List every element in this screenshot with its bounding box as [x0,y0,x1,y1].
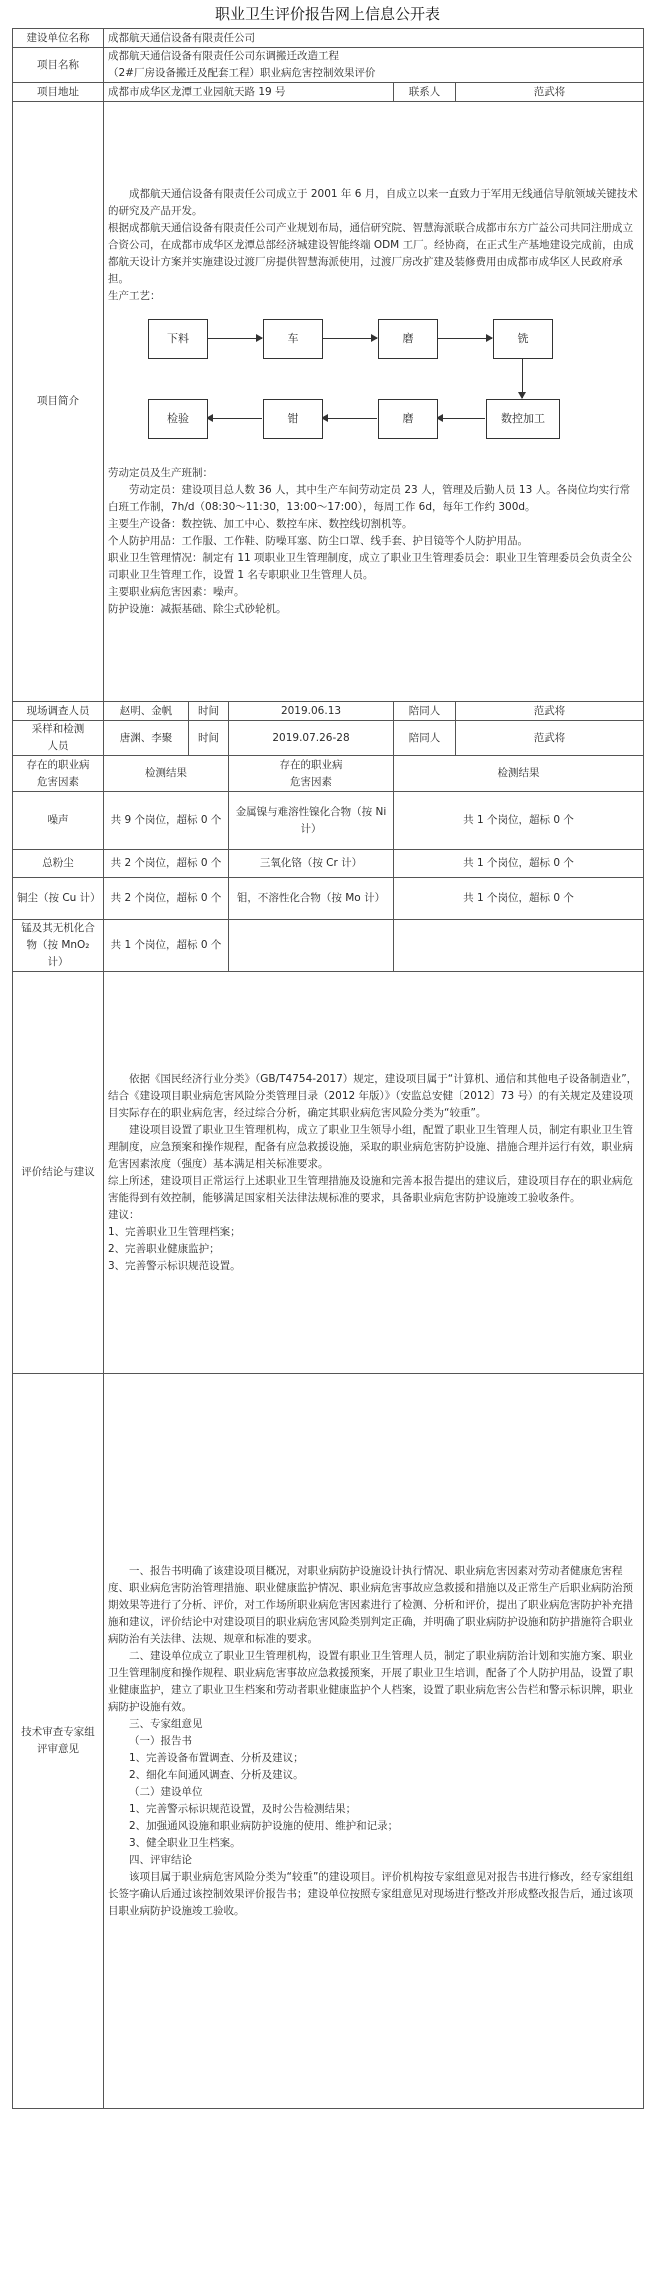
row-survey [13,702,644,721]
row-sampling [13,721,644,756]
survey-accompany: 范武将 [456,702,644,721]
result-col-header: 检测结果 [104,756,229,792]
flow-step: 检验 [148,399,208,439]
hazard-factor: 钼，不溶性化合物（按 Mo 计） [229,878,394,920]
evaluation-paragraph: 综上所述，建设项目正常运行上述职业卫生管理措施及设施和完善本报告提出的建议后，建设项目存在的职业病危害能得到有效控制，能够满足国家相关法律法规标准的要求，具备职业病危害防护设施竣工验收条件。 [108,1174,633,1204]
unit-value: 成都航天通信设备有限责任公司 [104,29,644,48]
flow-step: 钳 [263,399,323,439]
hazard-factor: 三氧化铬（按 Cr 计） [229,850,394,878]
process-flow-diagram [108,309,639,459]
staff-text: 劳动定员：建设项目总人数 36 人，其中生产车间劳动定员 23 人，管理及后勤人员 13 人。各岗位均实行常白班工作制，7h/d（08:30～11:30，13:00～17:00），每周工作 6d，每年工作约 300d。 [108,483,631,513]
evaluation-body [104,972,644,1374]
flow-arrow [207,338,262,339]
sampling-accompany-label: 陪同人 [394,721,456,756]
expert-item: 2、细化车间通风调查、分析及建议。 [129,1768,304,1781]
project-value: 成都航天通信设备有限责任公司东调搬迁改造工程 （2#厂房设备搬迁及配套工程）职业病危害控制效果评价 [104,48,644,83]
disclosure-table [12,28,644,2109]
flow-arrow [437,338,492,339]
flow-step: 数控加工 [486,399,560,439]
flow-step: 磨 [378,319,438,359]
equipment-text: 主要生产设备：数控铣、加工中心、数控车床、数控线切割机等。 [108,517,413,530]
sampling-accompany: 范武将 [456,721,644,756]
survey-time-label: 时间 [189,702,229,721]
flow-arrow [437,418,485,419]
advice-item: 1、完善职业卫生管理档案； [108,1225,241,1238]
project-label: 项目名称 [13,48,104,83]
hazard-factor: 金属镍与难溶性镍化合物（按 Ni 计） [229,792,394,850]
flow-arrow [322,338,377,339]
flow-arrow [522,358,523,398]
advice-item: 2、完善职业健康监护； [108,1242,220,1255]
row-project [13,48,644,83]
intro-label: 项目简介 [13,102,104,702]
expert-paragraph: 该项目属于职业病危害风险分类为“较重”的建设项目。评价机构按专家组意见对报告书进行修改，经专家组组长签字确认后通过该控制效果评价报告书；建设单位按照专家组意见对现场进行整改并形成整改报告后，通过该项目职业病防护设施竣工验收。 [108,1870,634,1917]
flow-arrow [207,418,262,419]
expert-label: 技术审查专家组评审意见 [13,1374,104,2109]
protection-text: 防护设施：减振基础、除尘式砂轮机。 [108,602,287,615]
intro-body [104,102,644,702]
result-col-header: 检测结果 [394,756,644,792]
hazard-row [13,920,644,972]
sampling-label: 采样和检测 人员 [13,721,104,756]
hazard-result: 共 1 个岗位，超标 0 个 [394,792,644,850]
survey-accompany-label: 陪同人 [394,702,456,721]
hazard-row [13,878,644,920]
address-label: 项目地址 [13,83,104,102]
expert-subheading: （二）建设单位 [129,1785,203,1798]
advice-label: 建议： [108,1208,140,1221]
expert-heading: 三、专家组意见 [129,1717,203,1730]
hazard-factor: 噪声 [13,792,104,850]
hazard-factor [229,920,394,972]
hazard-result: 共 1 个岗位，超标 0 个 [104,920,229,972]
expert-item: 2、加强通风设施和职业病防护设施的使用、维护和记录； [129,1819,399,1832]
hazard-factor: 铜尘（按 Cu 计） [13,878,104,920]
row-unit [13,29,644,48]
expert-heading: 四、评审结论 [129,1853,192,1866]
evaluation-paragraph: 建设项目设置了职业卫生管理机构，成立了职业卫生领导小组，配置了职业卫生管理人员，制定有职业卫生管理制度，应急预案和操作规程，配备有应急救援设施，采取的职业病危害防护设施、措施合理并运行有效，职业病危害因素浓度（强度）基本满足相关标准要求。 [108,1123,633,1170]
hazards-text: 主要职业病危害因素：噪声。 [108,585,245,598]
row-address [13,83,644,102]
expert-item: 3、健全职业卫生档案。 [129,1836,241,1849]
hazard-col-header: 存在的职业病 危害因素 [229,756,394,792]
expert-paragraph: 一、报告书明确了该建设项目概况，对职业病防护设施设计执行情况、职业病危害因素对劳动者健康危害程度、职业病危害防治管理措施、职业健康监护情况、职业病危害事故应急救援和措施以及正常生产后职业病防治预期效果等进行了分析、评价，对工作场所职业病危害因素进行了检测、分析和评价，提出了职业病危害防护补充措施和建议，评价结论中对建设项目的职业病危害风险类别判定正确，并明确了职业病防护设施和防护措施符合职业病防治有关法律、法规、规章和标准的要求。 [108,1564,633,1645]
management-text: 职业卫生管理情况：制定有 11 项职业卫生管理制度，成立了职业卫生管理委员会：职业卫生管理委员会负责全公司职业卫生管理工作，设置 1 名专职职业卫生管理人员。 [108,551,633,581]
sampling-time-label: 时间 [189,721,229,756]
contact-value: 范武将 [456,83,644,102]
survey-people: 赵明、金帆 [104,702,189,721]
evaluation-paragraph: 依据《国民经济行业分类》（GB/T4754-2017）规定，建设项目属于“计算机、通信和其他电子设备制造业”，结合《建设项目职业病危害风险分类管理目录（2012 年版）》（安监总安健〔2012〕73 号）的有关规定及建设项目实际存在的职业病危害，经过综合分析，确定其职业病危害风险分类为“较重”。 [108,1072,638,1119]
survey-label: 现场调查人员 [13,702,104,721]
ppe-text: 个人防护用品：工作服、工作鞋、防噪耳塞、防尘口罩、线手套、护目镜等个人防护用品。 [108,534,528,547]
hazard-col-header: 存在的职业病 危害因素 [13,756,104,792]
hazard-result: 共 1 个岗位，超标 0 个 [394,850,644,878]
hazard-row [13,850,644,878]
hazard-header-row [13,756,644,792]
address-value: 成都市成华区龙潭工业园航天路 19 号 [104,83,394,102]
advice-item: 3、完善警示标识规范设置。 [108,1259,241,1272]
unit-label: 建设单位名称 [13,29,104,48]
survey-time: 2019.06.13 [229,702,394,721]
flow-step: 车 [263,319,323,359]
page-title: 职业卫生评价报告网上信息公开表 [214,5,440,23]
flow-step: 磨 [378,399,438,439]
row-expert [13,1374,644,2109]
row-intro [13,102,644,702]
hazard-factor: 锰及其无机化合物（按 MnO₂ 计） [13,920,104,972]
process-label: 生产工艺： [108,289,161,302]
hazard-row [13,792,644,850]
expert-item: 1、完善设备布置调查、分析及建议； [129,1751,304,1764]
hazard-result: 共 9 个岗位，超标 0 个 [104,792,229,850]
flow-step: 下料 [148,319,208,359]
expert-subheading: （一）报告书 [129,1734,192,1747]
row-evaluation [13,972,644,1374]
intro-paragraph: 根据成都航天通信设备有限责任公司产业规划布局，通信研究院、智慧海派联合成都市东方广益公司共同注册成立合资公司，在成都市成华区龙潭总部经济城建设智能终端 ODM 工厂。经协商，在正式生产基地建设完成前，由成都航天设计方案并实施建设过渡厂房提供智慧海派使用，过渡厂房改扩建及装修费用由成都市成华区人民政府承担。 [108,221,634,285]
flow-step: 铣 [493,319,553,359]
hazard-result: 共 2 个岗位，超标 0 个 [104,878,229,920]
sampling-people: 唐渊、李聚 [104,721,189,756]
expert-body [104,1374,644,2109]
intro-paragraph: 成都航天通信设备有限责任公司成立于 2001 年 6 月，自成立以来一直致力于军用无线通信导航领域关键技术的研究及产品开发。 [108,187,638,217]
staff-label: 劳动定员及生产班制： [108,466,213,479]
hazard-factor: 总粉尘 [13,850,104,878]
hazard-result: 共 1 个岗位，超标 0 个 [394,878,644,920]
sampling-time: 2019.07.26-28 [229,721,394,756]
contact-label: 联系人 [394,83,456,102]
hazard-result: 共 2 个岗位，超标 0 个 [104,850,229,878]
evaluation-label: 评价结论与建议 [13,972,104,1374]
flow-arrow [322,418,377,419]
expert-item: 1、完善警示标识规范设置，及时公告检测结果； [129,1802,357,1815]
expert-paragraph: 二、建设单位成立了职业卫生管理机构，设置有职业卫生管理人员，制定了职业病防治计划和实施方案、职业卫生管理制度和操作规程、职业病危害事故应急救援预案，开展了职业卫生培训，配备了个人防护用品，设置了职业健康监护，建立了职业卫生档案和劳动者职业健康监护个人档案，设置了职业病危害公告栏和警示标识牌，职业病防护设施有效。 [108,1649,633,1713]
hazard-result [394,920,644,972]
